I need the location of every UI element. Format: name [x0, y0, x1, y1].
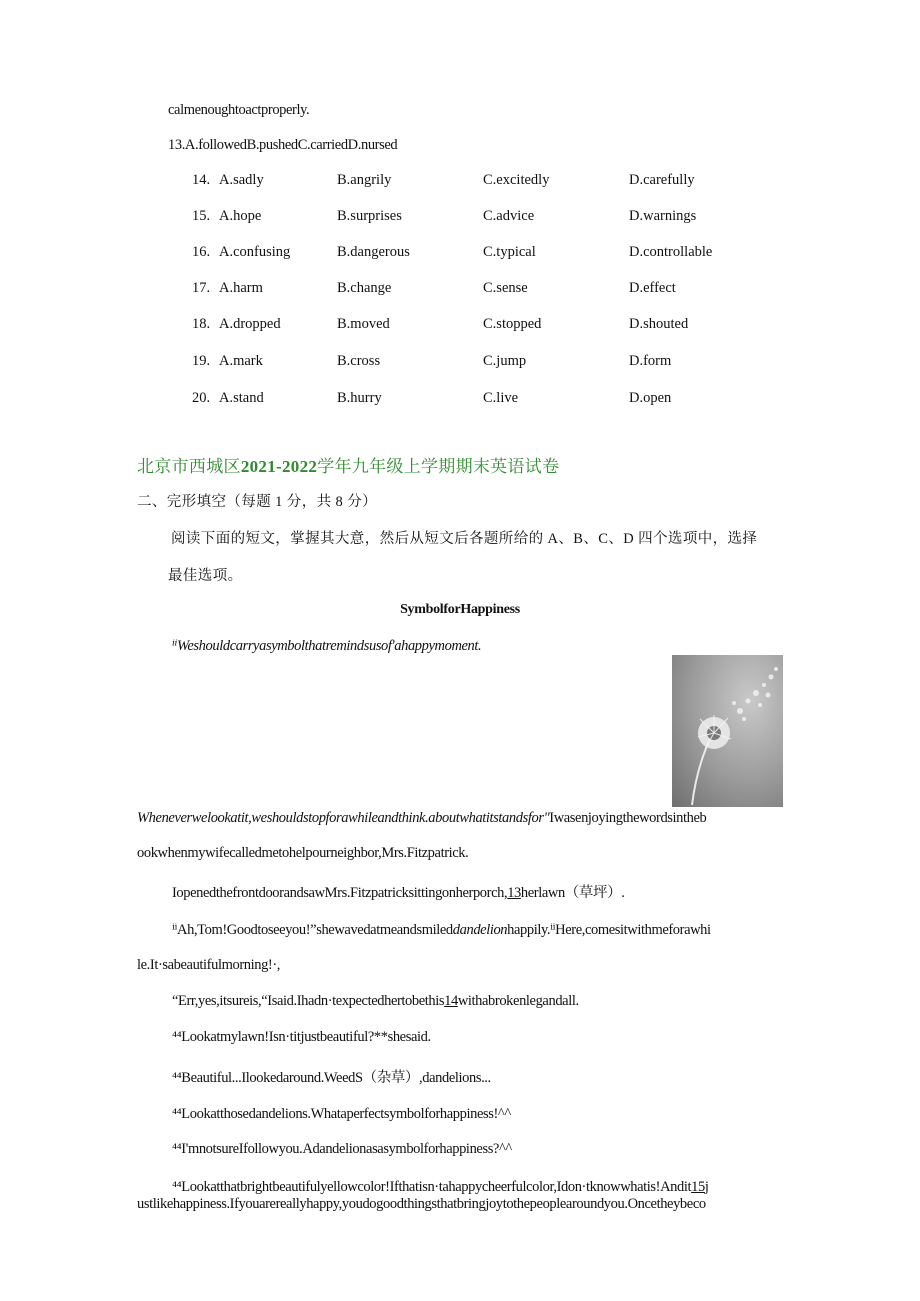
instruction-line-1: 阅读下面的短文，掌握其大意，然后从短文后各题所给的 A、B、C、D 四个选项中，选择: [171, 531, 758, 547]
dandelion-icon: [672, 655, 783, 807]
option-number: 18.: [192, 316, 211, 332]
passage-line-opened: [172, 881, 624, 902]
option-choice-c: C.advice: [483, 208, 535, 224]
option-choice-a: A.harm: [219, 280, 263, 296]
passage-line-last: ustlikehappiness.Ifyouarereallyhappy,youdogoodthingsthatbringjoytothepeoplearoundyou.Oncetheybeco: [137, 1196, 706, 1212]
option-number: 19.: [192, 353, 211, 369]
opened-pre: IopenedthefrontdoorandsawMrs.Fitzpatricksittingonherporch,: [172, 885, 508, 901]
heading-years: 2021-2022: [240, 457, 318, 476]
passage-line-look-lawn: ⁴⁴Lookatmylawn!Isn·titjustbeautiful?**shesaid.: [172, 1029, 431, 1045]
option-number: 16.: [192, 244, 211, 260]
err-pre: “Err,yes,itsureis,“Isaid.Ihadn·texpectedhertobethis: [172, 993, 445, 1009]
exam-heading: [137, 452, 559, 477]
ah-italic: dandelion: [452, 922, 508, 938]
option-choice-d: D.shouted: [629, 316, 689, 332]
option-choice-a: A.dropped: [219, 316, 281, 332]
option-choice-d: D.open: [629, 390, 672, 406]
option-choice-a: A.confusing: [219, 244, 291, 260]
passage-line-err: [172, 993, 579, 1010]
option-choice-c: C.sense: [483, 280, 528, 296]
option-choice-d: D.warnings: [629, 208, 697, 224]
option-choice-a: A.sadly: [219, 172, 264, 188]
passage-line-le: le.It·sabeautifulmorning!·,: [137, 957, 281, 973]
option-choice-b: B.cross: [337, 353, 381, 369]
option-choice-c: C.typical: [483, 244, 536, 260]
option-number: 17.: [192, 280, 211, 296]
option-number: 15.: [192, 208, 211, 224]
top-text: calmenoughtoactproperly.: [168, 102, 310, 118]
question-13-options: 13.A.followedB.pushedC.carriedD.nursed: [168, 137, 398, 153]
option-choice-d: D.effect: [629, 280, 676, 296]
blank-13: 13: [507, 885, 521, 901]
option-choice-c: C.live: [483, 390, 519, 406]
option-number: 20.: [192, 390, 211, 406]
option-choice-a: A.hope: [219, 208, 262, 224]
option-choice-b: B.moved: [337, 316, 390, 332]
passage-line-beautiful: ⁴⁴Beautiful...Ilookedaround.WeedS（杂草）,dandelions...: [172, 1070, 491, 1086]
whenever-italic: Wheneverwelookatit,weshouldstopforawhileandthink.aboutwhatitstandsfor": [137, 810, 550, 826]
heading-pre: 北京市西城区: [137, 457, 241, 476]
bright-pre: ⁴⁴Lookatthatbrightbeautifulyellowcolor!Ifthatisn·tahappycheerfulcolor,Idon·tknowwhatis!Andit: [172, 1179, 692, 1195]
option-choice-b: B.change: [337, 280, 392, 296]
passage-line-look-dandelions: ⁴⁴Lookatthosedandelions.Whataperfectsymbolforhappiness!^^: [172, 1106, 511, 1122]
err-post: withabrokenlegandall.: [457, 993, 579, 1009]
option-choice-a: A.stand: [219, 390, 264, 406]
option-choice-b: B.dangerous: [337, 244, 410, 260]
whenever-rest: Iwasenjoyingthewordsintheb: [549, 810, 707, 826]
passage-title: SymbolforHappiness: [400, 602, 520, 617]
passage-line-not-sure: ⁴⁴I'mnotsureIfollowyou.Adandelionasasymbolforhappiness?^^: [172, 1141, 512, 1157]
quote-line: ⁱⁱWeshouldcarryasymbolthatremindsusof'ahappymoment.: [172, 638, 482, 654]
option-choice-d: D.controllable: [629, 244, 713, 260]
option-choice-b: B.angrily: [337, 172, 392, 188]
whenever-line: [137, 810, 706, 827]
blank-14: 14: [444, 993, 458, 1009]
passage-line-ook: ookwhenmywifecalledmetohelpourneighbor,Mrs.Fitzpatrick.: [137, 845, 469, 861]
passage-line-bright: [172, 1179, 708, 1196]
blank-15: 15: [691, 1179, 705, 1195]
option-choice-b: B.hurry: [337, 390, 382, 406]
option-choice-c: C.excitedly: [483, 172, 550, 188]
instruction-line-2: 最佳选项。: [168, 568, 243, 584]
option-choice-b: B.surprises: [337, 208, 402, 224]
option-choice-c: C.stopped: [483, 316, 542, 332]
option-choice-d: D.carefully: [629, 172, 695, 188]
option-number: 14.: [192, 172, 211, 188]
dandelion-photo: [672, 655, 783, 807]
option-choice-d: D.form: [629, 353, 672, 369]
heading-post: 学年九年级上学期期末英语试卷: [317, 457, 560, 476]
opened-post: herlawn（草坪）.: [520, 885, 625, 901]
option-choice-c: C.jump: [483, 353, 527, 369]
option-choice-a: A.mark: [219, 353, 263, 369]
bright-post: j: [704, 1179, 709, 1195]
ah-pre: ⁱⁱAh,Tom!Goodtoseeyou!”shewavedatmeandsmiled: [172, 922, 453, 938]
ah-post: happily.ⁱⁱHere,comesitwithmeforawhi: [507, 922, 711, 938]
section-title: 二、完形填空（每题 1 分，共 8 分）: [137, 494, 377, 510]
passage-line-ah: [172, 922, 711, 939]
